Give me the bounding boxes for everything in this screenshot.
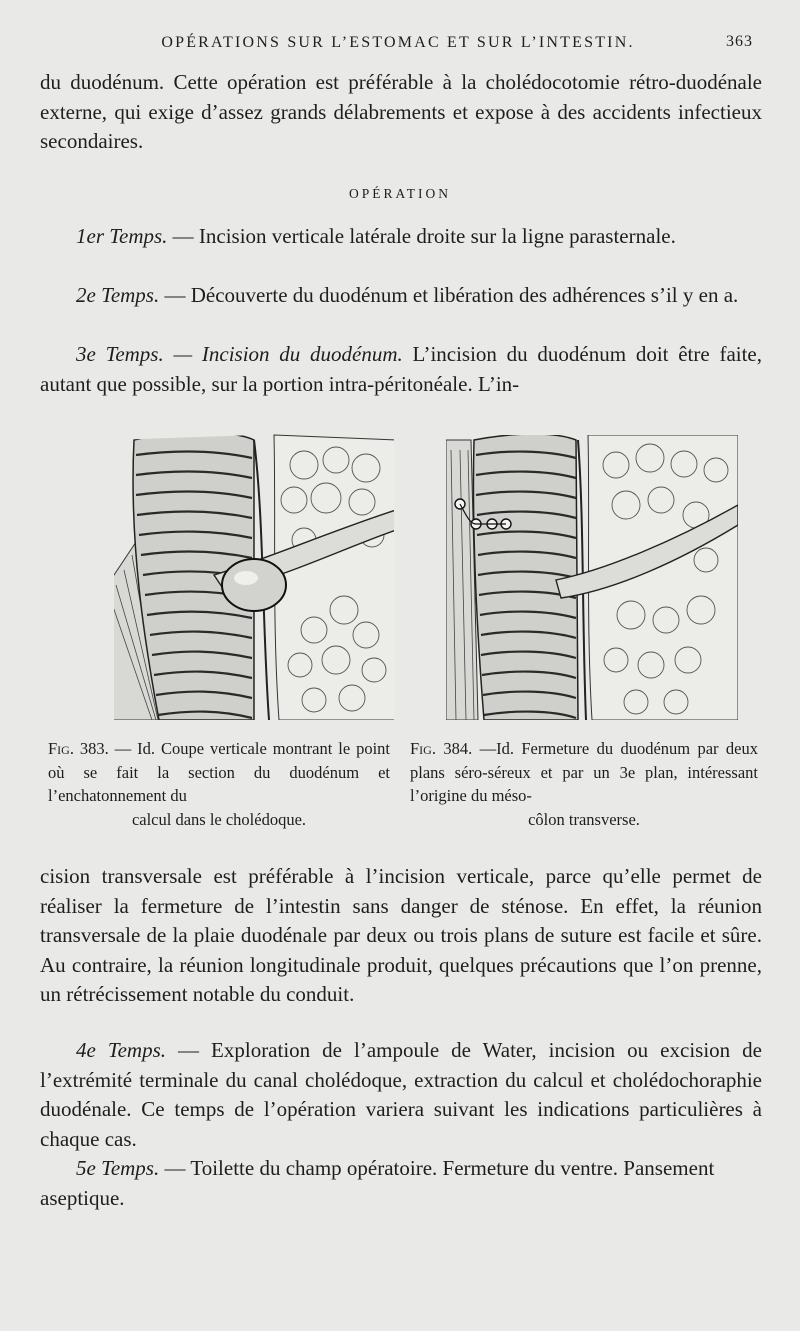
section-title: OPÉRATION xyxy=(348,186,451,201)
step-2-paragraph xyxy=(40,281,762,311)
figure-383-label: Fig. 383. xyxy=(48,739,109,758)
step-2-label: 2e Temps. xyxy=(76,283,160,307)
figure-384-caption-last: côlon transverse. xyxy=(528,809,640,829)
step-3-text: L’incision du duodénum doit être faite, autant que possible, sur la portion intra-péritonéale. L’in- xyxy=(40,342,763,396)
step-2-text: — Découverte du duodénum et libération des adhérences s’il y en a. xyxy=(164,283,739,307)
step-5-text: — Toilette du champ opératoire. Fermeture du ventre. Pansement aseptique. xyxy=(40,1156,715,1210)
figure-383-illustration xyxy=(104,420,400,722)
figure-383-caption-main: — Id. Coupe verticale montrant le point où se fait la section du duodénum et l’enchatonnement du xyxy=(48,739,391,805)
continuation-paragraph: cision transversale est préférable à l’incision verticale, parce qu’elle permet de réaliser la fermeture de l’intestin sans danger de sténose. En effet, la réunion transversale de la plaie duodénale par deux ou trois plans de suture est facile et sûre. Au contraire, la réunion longitudinale produit, quelques précautions que l’on prenne, un rétrécissement notable du conduit. xyxy=(40,864,762,1006)
step-4-label: 4e Temps. xyxy=(76,1038,166,1062)
step-3-label: 3e Temps. xyxy=(76,342,164,366)
step-4-paragraph xyxy=(40,1036,762,1154)
figure-384-caption-main: —Id. Fermeture du duodénum par deux plans séro-séreux et par un 3e plan, intéressant l’origine du méso- xyxy=(410,739,759,805)
page-number: 363 xyxy=(726,33,753,50)
step-3-paragraph xyxy=(40,340,762,399)
figure-384-label: Fig. 384. xyxy=(410,739,473,758)
step-5-paragraph xyxy=(40,1154,762,1213)
step-1-label: 1er Temps. xyxy=(76,224,168,248)
figure-383-caption xyxy=(48,737,390,831)
step-1-text: — Incision verticale latérale droite sur la ligne parasternale. xyxy=(172,224,676,248)
step-1-paragraph xyxy=(40,222,762,252)
figure-384-caption xyxy=(410,737,758,831)
step-5-label: 5e Temps. xyxy=(76,1156,160,1180)
figure-384-illustration xyxy=(446,420,740,722)
figure-383-caption-last: calcul dans le cholédoque. xyxy=(131,809,307,829)
step-3-subtitle: — Incision du duodénum. xyxy=(173,342,403,366)
intro-paragraph: du duodénum. Cette opération est préférable à la cholédocotomie rétro-duodénale externe, qui exige d’assez grands délabrements et expose à des accidents infectieux secondaires. xyxy=(40,70,762,153)
step-4-text: — Exploration de l’ampoule de Water, incision ou excision de l’extrémité terminale du canal cholédoque, extraction du calcul et cholédochoraphie duodénale. Ce temps de l’opération variera suivant les indications particulières à chaque cas. xyxy=(40,1038,762,1151)
running-title: OPÉRATIONS SUR L’ESTOMAC ET SUR L’INTESTIN. xyxy=(161,34,635,51)
